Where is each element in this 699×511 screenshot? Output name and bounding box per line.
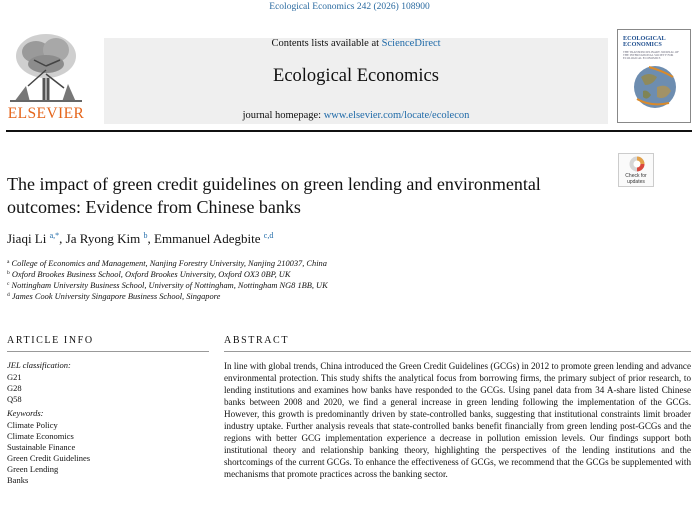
keyword-item: Green Credit Guidelines xyxy=(7,453,91,463)
elsevier-wordmark: ELSEVIER xyxy=(7,105,85,122)
affiliation-item xyxy=(7,270,290,279)
keyword-item: Sustainable Finance xyxy=(7,442,76,452)
author-separator: , xyxy=(59,231,66,246)
affiliation-text: Nottingham University Business School, University of Nottingham, Nottingham NG8 1BB, UK xyxy=(11,281,328,290)
check-updates-label: Check for updates xyxy=(625,173,647,185)
journal-homepage-link[interactable]: www.elsevier.com/locate/ecolecon xyxy=(323,110,470,121)
affiliation-mark: a xyxy=(7,259,10,265)
affiliation-mark: c xyxy=(7,281,10,287)
journal-homepage-line xyxy=(104,110,608,121)
author-affiliation-marks[interactable]: c,d xyxy=(263,231,274,240)
article-title: The impact of green credit guidelines on green lending and environmental outcomes: Evidence from Chinese banks xyxy=(7,174,541,217)
author-name[interactable]: Ja Ryong Kim xyxy=(65,231,141,246)
affiliation-item xyxy=(7,259,327,268)
check-updates-icon xyxy=(629,156,645,172)
contents-prefix: Contents lists available at xyxy=(271,38,382,49)
journal-citation-link[interactable]: Ecological Economics 242 (2026) 108900 xyxy=(269,2,430,12)
affiliation-item xyxy=(7,281,328,290)
journal-cover-thumbnail[interactable] xyxy=(617,29,691,123)
abstract-rule xyxy=(224,351,691,352)
author-affiliation-marks[interactable]: b xyxy=(143,231,148,240)
affiliation-text: Oxford Brookes Business School, Oxford Brookes University, Oxford OX3 0BP, UK xyxy=(11,270,291,279)
keyword-item: Climate Economics xyxy=(7,431,74,441)
author-name[interactable]: Jiaqi Li xyxy=(7,231,47,246)
abstract-text: In line with global trends, China introduced the Green Credit Guidelines (GCGs) in 2012 to promote green lending and advance environmental protection. This study shifts the analytical focus from borrowing firms, the primary subject of prior research, to lending institutions and examines how banks have responded to the GCGs. Using panel data from 34 A-share listed Chinese banks between 2008 and 2020, we find a general increase in green lending following the implementation of the GCGs. However, this growth is predominantly driven by state-controlled banks, suggesting that institutional constraints limit broader industry uptake. Further analysis reveals that state-controlled banks benefit financially from green lending post-GCGs and the regions with better GCG implementation experience a decrease in pollution emission levels. Our findings support both institutional theory and relationship banking theory, highlighting the perspectives of the lending institutions and the shortcomings of the current GCGs. To enhance the effectiveness of GCGs, we recommend that the GCGs be supplemented with mechanisms that promote practices across the banking sector. xyxy=(224,361,691,480)
keyword-item: Green Lending xyxy=(7,464,59,474)
author-name[interactable]: Emmanuel Adegbite xyxy=(154,231,261,246)
author-list xyxy=(7,231,273,247)
header-rule xyxy=(6,130,692,132)
author-separator: , xyxy=(147,231,155,246)
affiliation-mark: b xyxy=(7,270,10,276)
contents-lists-line xyxy=(104,38,608,49)
journal-name: Ecological Economics xyxy=(273,66,439,86)
cover-title: ECOLOGICAL ECONOMICS xyxy=(623,35,666,49)
article-info-rule xyxy=(7,351,209,352)
cover-globe-image xyxy=(623,63,687,111)
homepage-prefix: journal homepage: xyxy=(242,110,324,121)
keyword-item: Banks xyxy=(7,475,29,485)
sciencedirect-link[interactable]: ScienceDirect xyxy=(381,38,441,49)
affiliation-text: College of Economics and Management, Nanjing Forestry University, Nanjing 210037, China xyxy=(11,259,327,268)
check-for-updates-button[interactable] xyxy=(618,153,654,187)
article-info-heading: ARTICLE INFO xyxy=(7,335,94,346)
jel-code: G21 xyxy=(7,372,22,382)
cover-subtitle: THE TRANSDISCIPLINARY JOURNAL OF THE INTERNATIONAL SOCIETY FOR ECOLOGICAL ECONOMICS xyxy=(623,50,679,61)
keyword-item: Climate Policy xyxy=(7,420,58,430)
jel-code: G28 xyxy=(7,383,22,393)
keywords-label: Keywords: xyxy=(7,408,44,418)
abstract-heading: ABSTRACT xyxy=(224,335,290,346)
author-affiliation-marks[interactable]: a,* xyxy=(49,231,60,240)
jel-code: Q58 xyxy=(7,394,22,404)
affiliation-mark: d xyxy=(7,292,10,298)
jel-classification-label: JEL classification: xyxy=(7,360,71,370)
affiliation-item xyxy=(7,292,220,301)
affiliation-text: James Cook University Singapore Business School, Singapore xyxy=(11,292,221,301)
